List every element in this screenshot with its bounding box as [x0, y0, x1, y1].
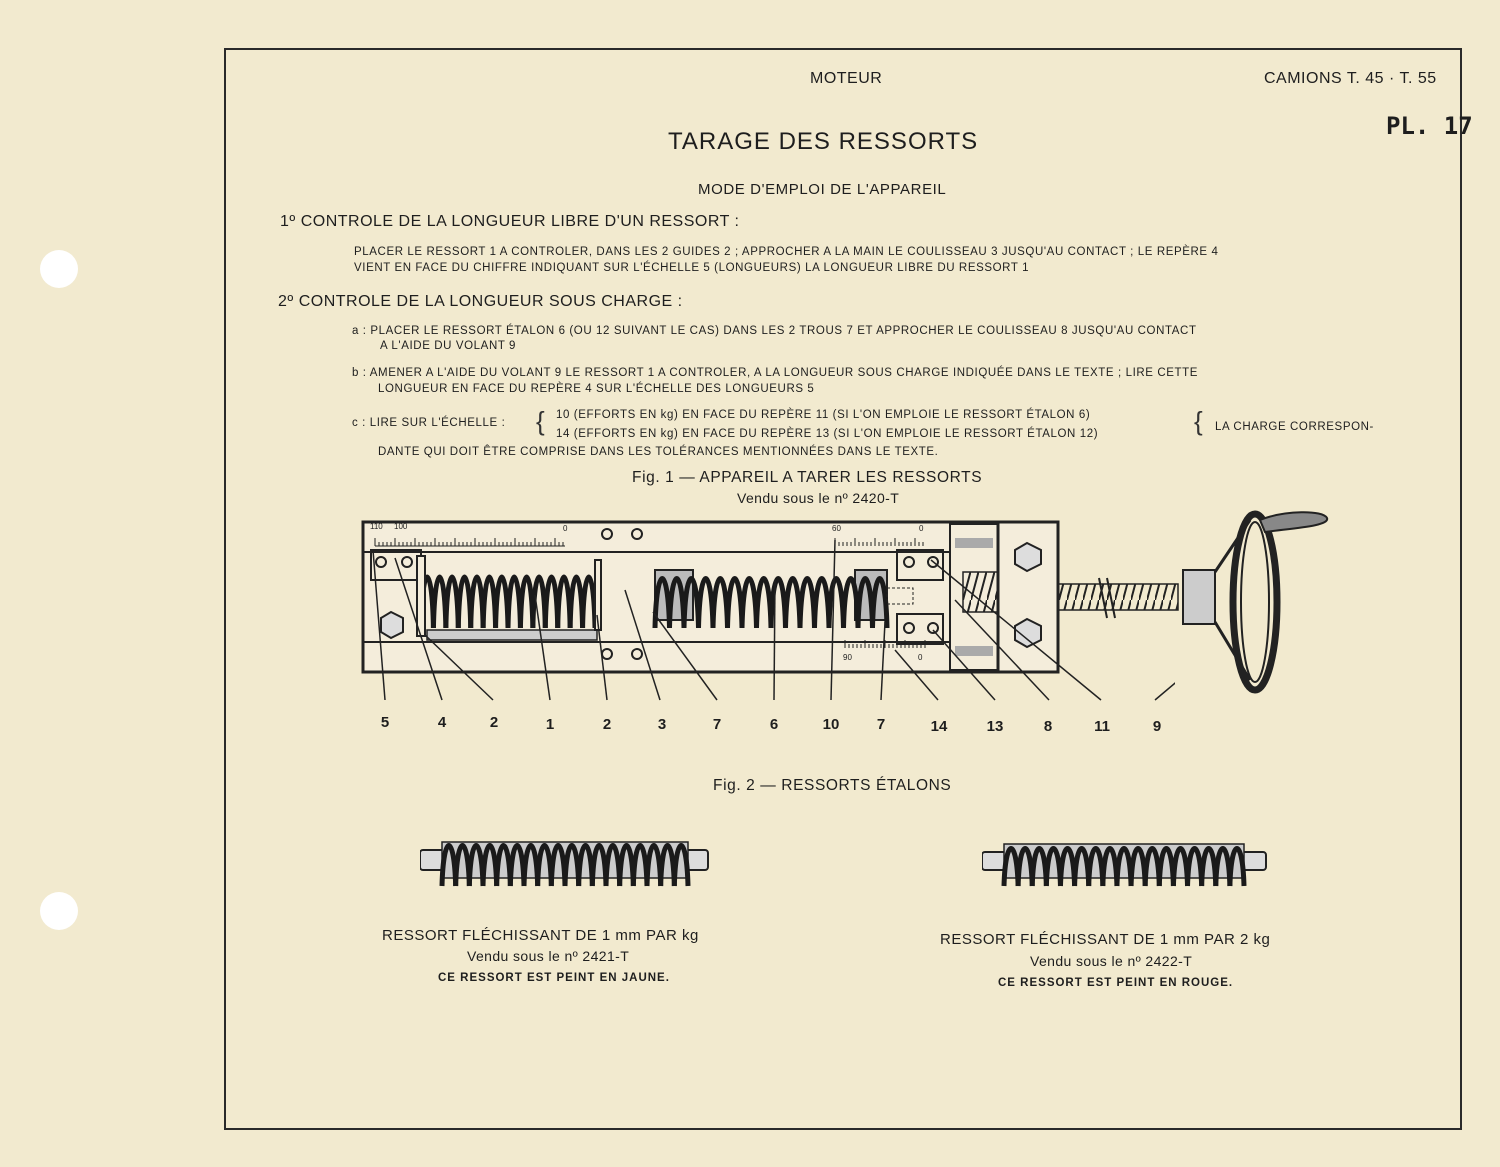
spring-etalon-left — [420, 828, 710, 892]
spring-etalon-right — [982, 830, 1267, 890]
leader-lines — [355, 540, 1175, 720]
fig2-right-line3: CE RESSORT EST PEINT EN ROUGE. — [998, 977, 1234, 989]
callout-11: 11 — [1094, 718, 1110, 735]
page-subtitle: MODE D'EMPLOI DE L'APPAREIL — [698, 181, 947, 198]
section1-line2: VIENT EN FACE DU CHIFFRE INDIQUANT SUR L'ÉCHELLE 5 (LONGUEURS) LA LONGUEUR LIBRE DU RESSORT 1 — [354, 262, 1030, 274]
page-title: TARAGE DES RESSORTS — [668, 128, 979, 155]
section2-b-line2: LONGUEUR EN FACE DU REPÈRE 4 SUR L'ÉCHELLE DES LONGUEURS 5 — [378, 383, 815, 395]
callout-8: 8 — [1043, 718, 1053, 735]
scale-label: 0 — [563, 524, 568, 533]
section2-b-line1: b : AMENER A L'AIDE DU VOLANT 9 LE RESSORT 1 A CONTROLER, A LA LONGUEUR SOUS CHARGE INDIQUÉE DANS LE TEXTE ; LIRE CETTE — [352, 367, 1199, 379]
callout-7b: 7 — [876, 716, 886, 733]
punch-hole — [40, 250, 78, 288]
scale-label: 0 — [919, 524, 924, 533]
section2-a-line2: A L'AIDE DU VOLANT 9 — [380, 340, 517, 352]
fig1-subtitle: Vendu sous le nº 2420-T — [737, 490, 900, 506]
callout-3: 3 — [657, 716, 667, 733]
callout-14: 14 — [930, 718, 948, 735]
fig2-title: Fig. 2 — RESSORTS ÉTALONS — [713, 777, 952, 794]
fig2-left-line2: Vendu sous le nº 2421-T — [467, 948, 630, 964]
plate-number: PL. 17 — [1386, 112, 1473, 140]
section2-c-suffix: LA CHARGE CORRESPON- — [1215, 421, 1374, 433]
fig2-right-line1: RESSORT FLÉCHISSANT DE 1 mm PAR 2 kg — [940, 931, 1271, 948]
callout-13: 13 — [986, 718, 1004, 735]
section2-c-option2: 14 (EFFORTS EN kg) EN FACE DU REPÈRE 13 (SI L'ON EMPLOIE LE RESSORT ÉTALON 12) — [556, 428, 1099, 440]
punch-hole — [40, 892, 78, 930]
callout-2b: 2 — [602, 716, 612, 733]
brace-open: { — [536, 406, 545, 436]
scale-label: 60 — [832, 524, 841, 533]
fig2-left-line3: CE RESSORT EST PEINT EN JAUNE. — [438, 972, 670, 984]
section2-c-line2: DANTE QUI DOIT ÊTRE COMPRISE DANS LES TOLÉRANCES MENTIONNÉES DANS LE TEXTE. — [378, 446, 939, 458]
callout-7: 7 — [712, 716, 722, 733]
scale-label: 100 — [394, 522, 408, 531]
header-models: CAMIONS T. 45 · T. 55 — [1264, 70, 1437, 87]
fig2-left-line1: RESSORT FLÉCHISSANT DE 1 mm PAR kg — [382, 927, 699, 944]
section1-heading: 1º CONTROLE DE LA LONGUEUR LIBRE D'UN RESSORT : — [280, 213, 740, 230]
section2-a-line1: a : PLACER LE RESSORT ÉTALON 6 (OU 12 SUIVANT LE CAS) DANS LES 2 TROUS 7 ET APPROCHER LE COULISSEAU 8 JUSQU'AU CONTACT — [352, 325, 1197, 337]
callout-6: 6 — [769, 716, 779, 733]
scale-label: 90 — [843, 653, 852, 662]
callout-9: 9 — [1152, 718, 1162, 735]
section1-line1: PLACER LE RESSORT 1 A CONTROLER, DANS LES 2 GUIDES 2 ; APPROCHER A LA MAIN LE COULISSEAU 3 JUSQU'AU CONTACT ; LE REPÈRE 4 — [354, 246, 1219, 258]
callout-10: 10 — [822, 716, 840, 733]
scale-label: 110 — [370, 522, 383, 531]
section2-c-option1: 10 (EFFORTS EN kg) EN FACE DU REPÈRE 11 (SI L'ON EMPLOIE LE RESSORT ÉTALON 6) — [556, 409, 1091, 421]
callout-4: 4 — [437, 714, 447, 731]
brace-close: { — [1194, 406, 1203, 436]
scale-label: 0 — [918, 653, 923, 662]
section2-heading: 2º CONTROLE DE LA LONGUEUR SOUS CHARGE : — [278, 293, 683, 310]
callout-2: 2 — [489, 714, 499, 731]
callout-1: 1 — [545, 716, 555, 733]
section2-c-prefix: c : LIRE SUR L'ÉCHELLE : — [352, 417, 506, 429]
header-section: MOTEUR — [810, 70, 883, 87]
fig2-right-line2: Vendu sous le nº 2422-T — [1030, 953, 1193, 969]
callout-5: 5 — [380, 714, 390, 731]
fig1-title: Fig. 1 — APPAREIL A TARER LES RESSORTS — [632, 469, 983, 486]
